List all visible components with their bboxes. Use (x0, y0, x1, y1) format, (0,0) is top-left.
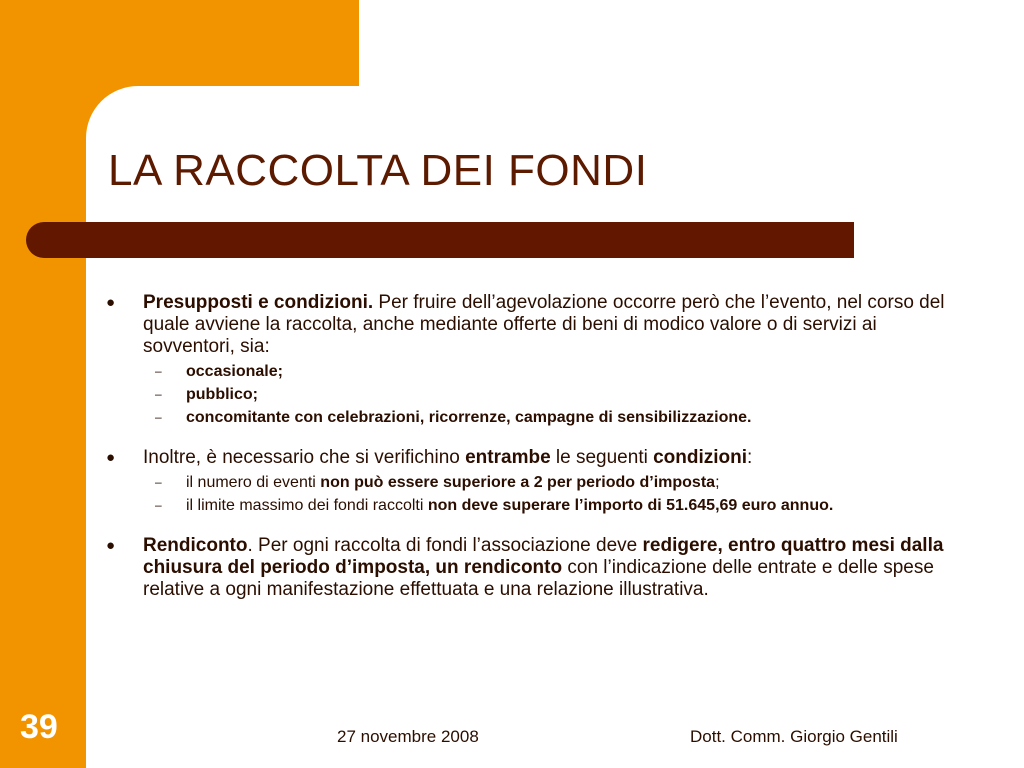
bullet-dot-icon: ● (106, 537, 116, 554)
bullet-condizioni (100, 447, 950, 515)
footer-date: 27 novembre 2008 (337, 727, 479, 746)
dash-icon: – (155, 364, 162, 378)
orange-side-band (0, 0, 86, 768)
bullet-text: Inoltre, è necessario che si verifichino (143, 447, 466, 468)
sub-item-text: concomitante con celebrazioni, ricorrenze, campagne di sensibilizzazione. (186, 409, 752, 426)
footer-author: Dott. Comm. Giorgio Gentili (690, 727, 898, 746)
sub-item-text: pubblico; (186, 386, 258, 403)
title-underline-bar (26, 222, 854, 258)
dash-icon: – (155, 475, 162, 489)
slide-title: LA RACCOLTA DEI FONDI (108, 146, 648, 195)
bullet-text: le seguenti (550, 447, 654, 468)
dash-icon: – (155, 410, 162, 424)
bullet-text: Per fruire dell’agevolazione occorre però che l’evento, nel corso del quale avviene la raccolta, anche mediante offerte di beni di modico valore o di servizi ai sovventori, sia: (143, 292, 945, 357)
sub-item (143, 362, 950, 381)
bullet-dot-icon: ● (106, 449, 116, 466)
sub-list (143, 362, 950, 427)
sub-item-emphasis: non deve superare l’importo di 51.645,69 euro annuo. (427, 497, 834, 514)
bullet-emphasis: condizioni (653, 447, 748, 468)
bullet-emphasis: entrambe (465, 447, 551, 468)
sub-item-emphasis: non può essere superiore a 2 per periodo d’imposta (320, 474, 716, 491)
sub-item-text: il numero di eventi (186, 474, 321, 491)
bullet-presupposti (100, 292, 950, 427)
sub-item (143, 385, 950, 404)
bullet-heading: Rendiconto (143, 535, 248, 556)
sub-item-text: occasionale; (186, 363, 283, 380)
sub-item (143, 473, 950, 492)
dash-icon: – (155, 498, 162, 512)
bullet-dot-icon: ● (106, 294, 116, 311)
bullet-emphasis: redigere, entro quattro mesi dalla chiusura del periodo d’imposta, un rendiconto (143, 535, 944, 578)
bullet-text: . Per ogni raccolta di fondi l’associazione deve (247, 535, 643, 556)
sub-item-text: ; (715, 474, 720, 491)
bullet-text: : (747, 447, 753, 468)
sub-item (143, 496, 950, 515)
sub-item (143, 408, 950, 427)
bullet-text: con l’indicazione delle entrate e delle spese relative a ogni manifestazione effettuata e una relazione illustrativa. (143, 557, 934, 600)
dash-icon: – (155, 387, 162, 401)
slide-content (100, 292, 950, 601)
bullet-heading: Presupposti e condizioni. (143, 292, 374, 313)
sub-list (143, 473, 950, 515)
bullet-rendiconto (100, 535, 950, 601)
sub-item-text: il limite massimo dei fondi raccolti (186, 497, 428, 514)
page-number: 39 (20, 708, 58, 746)
